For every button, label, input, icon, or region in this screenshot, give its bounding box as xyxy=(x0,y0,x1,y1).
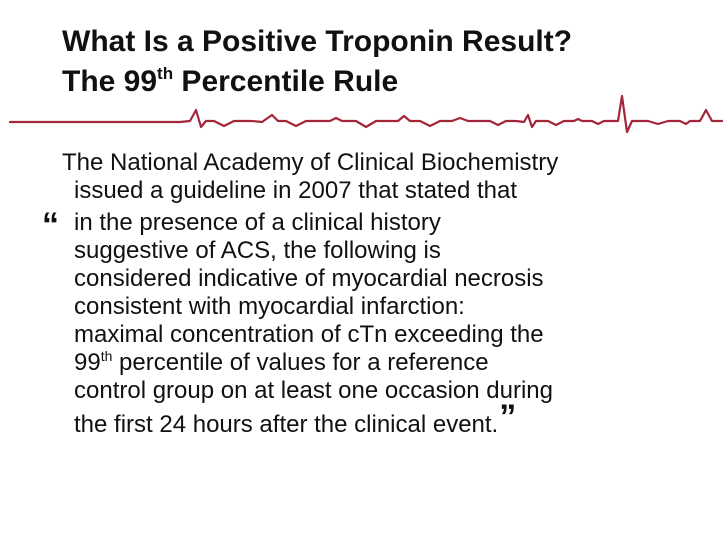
close-quote-mark: ” xyxy=(499,398,517,436)
quote-line-6-prefix: 99 xyxy=(74,349,101,376)
intro-line-1: The National Academy of Clinical Biochemistry xyxy=(62,149,559,176)
title-line-2-prefix: The 99 xyxy=(62,65,158,98)
quote-line-6-superscript: th xyxy=(100,348,113,364)
quote-line-2: suggestive of ACS, the following is xyxy=(74,237,441,264)
quote-line-5: maximal concentration of cTn exceeding the xyxy=(74,321,544,348)
quote-line-3: considered indicative of myocardial necrosis xyxy=(74,265,544,292)
quote-line-7: control group on at least one occasion during xyxy=(74,377,553,404)
title-line-1: What Is a Positive Troponin Result? xyxy=(62,25,573,58)
slide-body xyxy=(42,149,712,439)
quote-line-4: consistent with myocardial infarction: xyxy=(74,293,465,320)
guideline-quote xyxy=(42,206,712,439)
open-quote-mark: “ xyxy=(42,206,59,244)
ecg-trace-icon xyxy=(0,88,728,136)
quote-line-8-text: the first 24 hours after the clinical event. xyxy=(74,411,499,438)
quote-line-1: in the presence of a clinical history xyxy=(74,209,441,236)
intro-paragraph xyxy=(62,149,712,205)
title-line-2-suffix: Percentile Rule xyxy=(173,65,399,98)
quote-line-8 xyxy=(74,398,712,439)
quote-line-6 xyxy=(74,349,712,377)
title-line-2-superscript: th xyxy=(157,64,174,83)
quote-line-6-suffix: percentile of values for a reference xyxy=(112,349,489,376)
intro-line-2: issued a guideline in 2007 that stated that xyxy=(74,177,517,204)
